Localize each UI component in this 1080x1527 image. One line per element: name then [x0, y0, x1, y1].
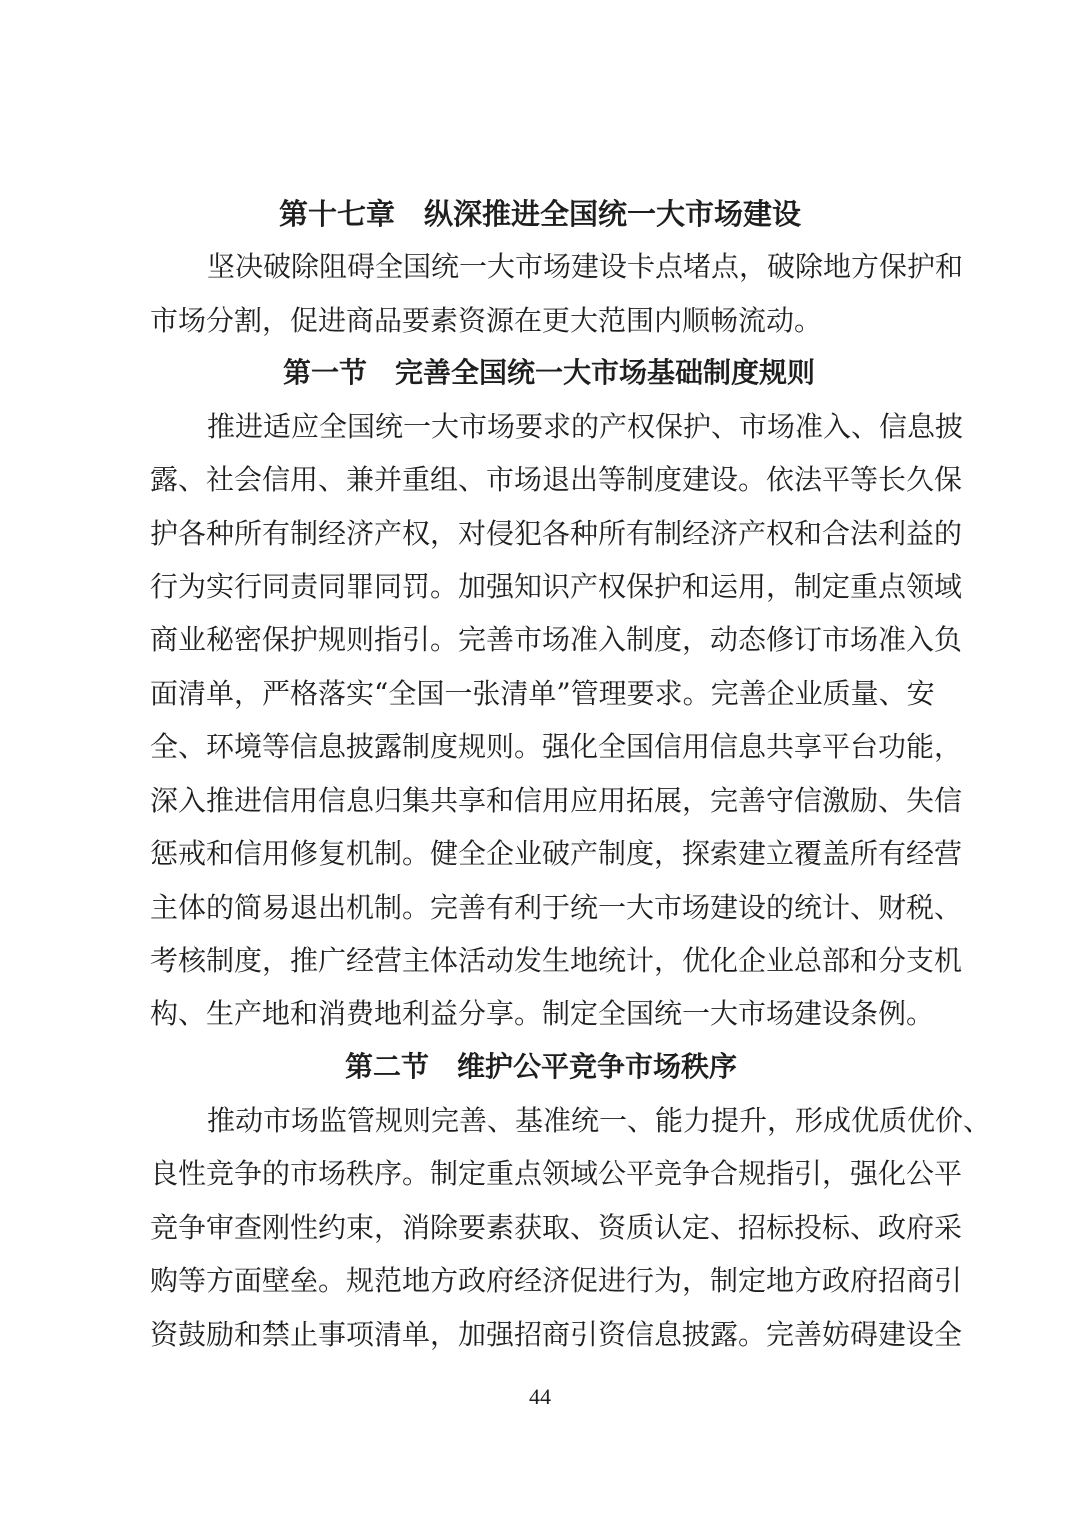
section1-line: 推进适应全国统一大市场要求的产权保护、市场准入、信息披	[207, 410, 964, 443]
section-title-2: 第二节 维护公平竞争市场秩序	[345, 1050, 738, 1083]
section1-line: 考核制度，推广经营主体活动发生地统计，优化企业总部和分支机	[150, 944, 963, 977]
section1-line: 行为实行同责同罪同罚。加强知识产权保护和运用，制定重点领域	[150, 570, 963, 603]
intro-line: 坚决破除阻碍全国统一大市场建设卡点堵点，破除地方保护和	[207, 250, 964, 283]
section1-line: 商业秘密保护规则指引。完善市场准入制度，动态修订市场准入负	[150, 623, 963, 656]
section2-line: 资鼓励和禁止事项清单，加强招商引资信息披露。完善妨碍建设全	[150, 1318, 963, 1351]
section1-line: 深入推进信用信息归集共享和信用应用拓展，完善守信激励、失信	[150, 784, 963, 817]
section1-line: 惩戒和信用修复机制。健全企业破产制度，探索建立覆盖所有经营	[150, 837, 963, 870]
section1-line: 护各种所有制经济产权，对侵犯各种所有制经济产权和合法利益的	[150, 517, 963, 550]
chapter-title: 第十七章 纵深推进全国统一大市场建设	[278, 197, 801, 231]
intro-line: 市场分割，促进商品要素资源在更大范围内顺畅流动。	[150, 304, 823, 337]
section1-line: 露、社会信用、兼并重组、市场退出等制度建设。依法平等长久保	[150, 463, 963, 496]
section1-line: 构、生产地和消费地利益分享。制定全国统一大市场建设条例。	[150, 997, 935, 1030]
section1-line: 面清单，严格落实“全国一张清单”管理要求。完善企业质量、安	[150, 677, 935, 710]
section1-line: 主体的简易退出机制。完善有利于统一大市场建设的统计、财税、	[150, 891, 963, 924]
section2-line: 推动市场监管规则完善、基准统一、能力提升，形成优质优价、	[207, 1104, 992, 1137]
page-number: 44	[529, 1384, 551, 1409]
section2-line: 竞争审查刚性约束，消除要素获取、资质认定、招标投标、政府采	[150, 1211, 963, 1244]
section-title-1: 第一节 完善全国统一大市场基础制度规则	[283, 356, 816, 389]
section1-line: 全、环境等信息披露制度规则。强化全国信用信息共享平台功能，	[150, 730, 963, 763]
section2-line: 良性竞争的市场秩序。制定重点领域公平竞争合规指引，强化公平	[150, 1157, 963, 1190]
section2-line: 购等方面壁垒。规范地方政府经济促进行为，制定地方政府招商引	[150, 1264, 963, 1297]
